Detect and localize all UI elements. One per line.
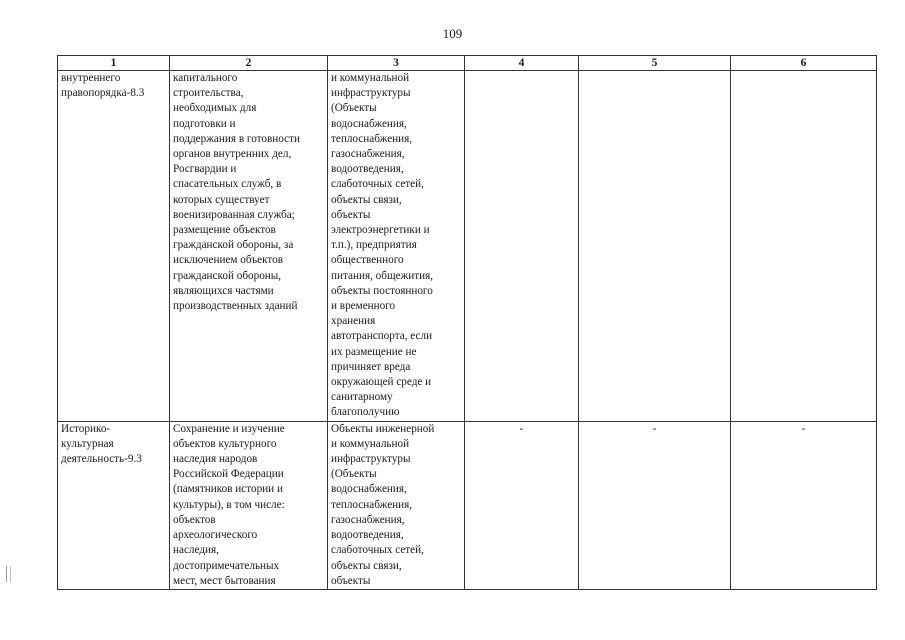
cell-text-line: органов внутренних дел, — [173, 148, 292, 161]
cell-text-line: являющихся частями — [173, 284, 274, 297]
cell-text-line: объекты — [331, 574, 371, 587]
cell-text-line: объекты связи, — [331, 559, 402, 572]
row1-col5-cell — [579, 71, 731, 422]
cell-text-line: культуры), в том числе: — [173, 498, 285, 511]
cell-text-line: хранения — [331, 315, 376, 328]
cell-text-line: достопримечательных — [173, 559, 280, 572]
cell-text-line: теплоснабжения, — [331, 498, 413, 511]
column-header-3: 3 — [328, 56, 465, 71]
page-number: 109 — [442, 26, 463, 41]
cell-text-line: объекты — [331, 208, 371, 221]
cell-text-line: слаботочных сетей, — [331, 544, 424, 557]
cell-text-line: необходимых для — [173, 102, 257, 115]
row1-use-type-cell — [58, 71, 170, 422]
scan-margin-mark — [6, 566, 11, 582]
cell-text-line: газоснабжения, — [331, 148, 405, 161]
cell-text-line: теплоснабжения, — [331, 132, 413, 145]
column-header-5: 5 — [579, 56, 731, 71]
cell-text-line: и коммунальной — [331, 437, 410, 450]
cell-text-line: спасательных служб, в — [173, 178, 282, 191]
cell-text-line: внутреннего — [61, 72, 121, 84]
cell-text-line: мест, мест бытования — [173, 574, 276, 587]
cell-text-line: инфраструктуры — [331, 453, 411, 466]
table-row — [58, 421, 877, 589]
row2-col4-cell: - — [465, 421, 579, 589]
cell-text-line: Росгвардии и — [173, 163, 237, 176]
cell-text-line: исключением объектов — [173, 254, 283, 267]
table-header-row — [58, 56, 877, 71]
cell-text-line: гражданской обороны, — [173, 269, 282, 282]
column-header-1: 1 — [58, 56, 170, 71]
cell-text-line: водоснабжения, — [331, 483, 407, 496]
cell-text-line: производственных зданий — [173, 300, 298, 313]
cell-text-line: Российской Федерации — [173, 468, 284, 481]
cell-text-line: общественного — [331, 254, 404, 267]
cell-text-line: военизированная служба; — [173, 208, 295, 221]
cell-text-line: причиняет вреда — [331, 360, 411, 373]
cell-text-line: и коммунальной — [331, 72, 410, 84]
cell-text-line: объекты связи, — [331, 193, 402, 206]
column-header-4: 4 — [465, 56, 579, 71]
zoning-table — [57, 55, 877, 590]
row2-description-cell — [170, 421, 328, 589]
cell-text-line: газоснабжения, — [331, 513, 405, 526]
cell-text-line: Объекты инженерной — [331, 422, 435, 435]
cell-text-line: культурная — [61, 437, 114, 450]
cell-text-line: правопорядка-8.3 — [61, 87, 145, 100]
cell-text-line: (Объекты — [331, 468, 377, 481]
cell-text-line: наследия, — [173, 544, 219, 557]
cell-text-line: т.п.), предприятия — [331, 239, 417, 252]
row2-col5-cell: - — [579, 421, 731, 589]
cell-text-line: благополучию — [331, 406, 400, 419]
cell-text-line: окружающей среде и — [331, 376, 432, 389]
cell-text-line: объектов — [173, 513, 216, 526]
column-header-2: 2 — [170, 56, 328, 71]
cell-text-line: слаботочных сетей, — [331, 178, 424, 191]
cell-text-line: гражданской обороны, за — [173, 239, 294, 252]
cell-text-line: археологического — [173, 529, 258, 542]
cell-text-line: наследия народов — [173, 453, 258, 466]
cell-text-line: подготовки и — [173, 117, 236, 130]
cell-text-line: питания, общежития, — [331, 269, 434, 282]
row1-auxiliary-uses-cell — [328, 71, 465, 422]
cell-text-line: и временного — [331, 300, 396, 313]
row1-description-cell — [170, 71, 328, 422]
row1-col6-cell — [731, 71, 877, 422]
cell-text-line: водоотведения, — [331, 163, 404, 176]
cell-text-line: строительства, — [173, 87, 244, 100]
row2-use-type-cell — [58, 421, 170, 589]
cell-text-line: (Объекты — [331, 102, 377, 115]
cell-text-line: размещение объектов — [173, 224, 276, 237]
column-header-6: 6 — [731, 56, 877, 71]
cell-text-line: деятельность-9.3 — [61, 453, 142, 466]
cell-text-line: которых существует — [173, 193, 270, 206]
cell-text-line: автотранспорта, если — [331, 330, 433, 343]
cell-text-line: электроэнергетики и — [331, 224, 430, 237]
cell-text-line: Сохранение и изучение — [173, 422, 285, 435]
cell-text-line: Историко- — [61, 422, 111, 435]
cell-text-line: капитального — [173, 72, 238, 84]
cell-text-line: санитарному — [331, 391, 393, 404]
cell-text-line: их размещение не — [331, 345, 417, 358]
cell-text-line: инфраструктуры — [331, 87, 411, 100]
cell-text-line: водоотведения, — [331, 529, 404, 542]
cell-text-line: (памятников истории и — [173, 483, 283, 496]
cell-text-line: объекты постоянного — [331, 284, 433, 297]
cell-text-line: поддержания в готовности — [173, 132, 300, 145]
row2-col6-cell: - — [731, 421, 877, 589]
cell-text-line: объектов культурного — [173, 437, 277, 450]
row1-col4-cell — [465, 71, 579, 422]
table-row — [58, 71, 877, 422]
cell-text-line: водоснабжения, — [331, 117, 407, 130]
row2-auxiliary-uses-cell — [328, 421, 465, 589]
